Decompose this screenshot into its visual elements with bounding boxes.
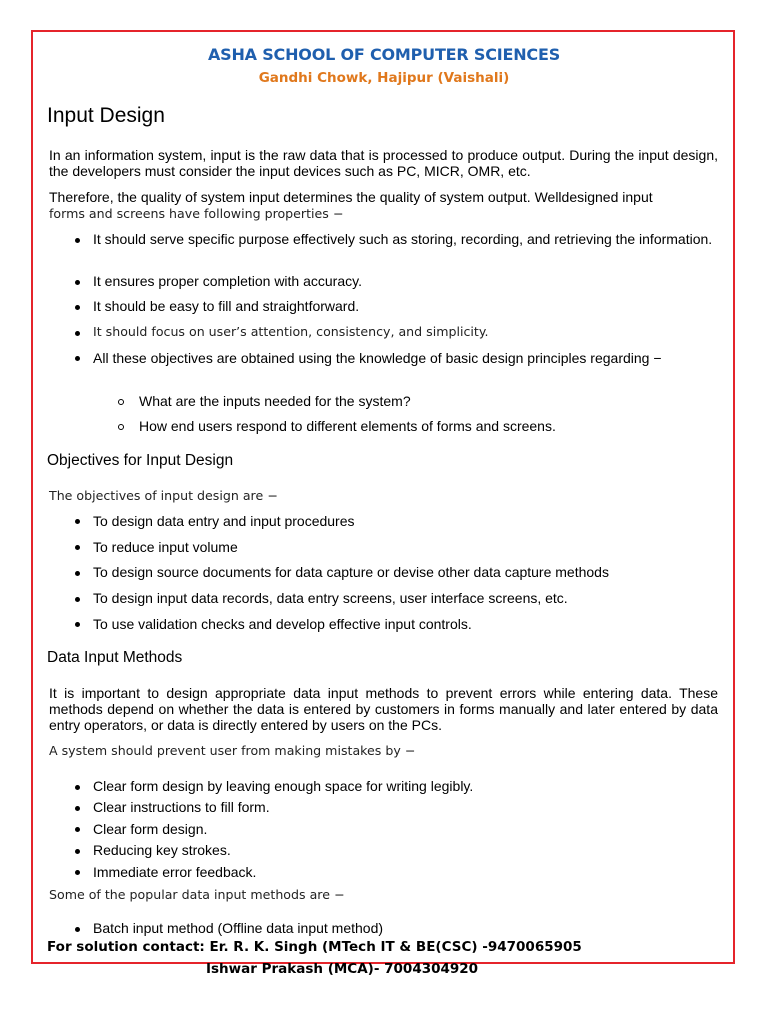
heading-data-input-methods: Data Input Methods bbox=[47, 649, 183, 666]
list-item: Clear instructions to fill form. bbox=[93, 799, 270, 815]
sub-list-item: What are the inputs needed for the system? bbox=[139, 393, 411, 409]
list-item: To reduce input volume bbox=[93, 539, 238, 555]
bullet-dot bbox=[75, 356, 80, 361]
list-item: To design source documents for data capture or devise other data capture methods bbox=[93, 564, 609, 580]
bullet-dot bbox=[75, 870, 80, 875]
footer-contact-line-1: For solution contact: Er. R. K. Singh (MTech IT & BE(CSC) -9470065905 bbox=[47, 939, 582, 955]
bullet-dot bbox=[75, 927, 80, 932]
footer-contact-line-2: Ishwar Prakash (MCA)- 7004304920 bbox=[206, 961, 479, 977]
bullet-dot bbox=[75, 785, 80, 790]
paragraph-quality-2: forms and screens have following properties − bbox=[49, 206, 344, 221]
paragraph-prevent-mistakes: A system should prevent user from making mistakes by − bbox=[49, 743, 416, 758]
paragraph-intro: In an information system, input is the raw data that is processed to produce output. During the input design, the developers must consider the input devices such as PC, MICR, OMR, etc. bbox=[49, 147, 718, 179]
bullet-dot bbox=[75, 238, 80, 243]
sub-list-item: How end users respond to different elements of forms and screens. bbox=[139, 418, 556, 434]
paragraph-objectives-intro: The objectives of input design are − bbox=[49, 488, 278, 503]
list-item: It should be easy to fill and straightforward. bbox=[93, 298, 360, 314]
sub-bullet-ring bbox=[118, 399, 124, 405]
bullet-dot bbox=[75, 827, 80, 832]
list-item: To design input data records, data entry screens, user interface screens, etc. bbox=[93, 590, 568, 606]
paragraph-quality-1: Therefore, the quality of system input determines the quality of system output. Welldesigned input bbox=[49, 189, 653, 205]
bullet-dot bbox=[75, 545, 80, 550]
school-name: ASHA SCHOOL OF COMPUTER SCIENCES bbox=[207, 45, 561, 64]
bullet-dot bbox=[75, 571, 80, 576]
list-item: All these objectives are obtained using the knowledge of basic design principles regarding − bbox=[93, 350, 662, 366]
bullet-dot bbox=[75, 849, 80, 854]
list-item: It ensures proper completion with accuracy. bbox=[93, 273, 362, 289]
paragraph-data-input: It is important to design appropriate data input methods to prevent errors while entering data. These methods depend on whether the data is entered by customers in forms manually and later entered by data entry operators, or data is directly entered by users on the PCs. bbox=[49, 685, 718, 733]
sub-bullet-ring bbox=[118, 424, 124, 430]
heading-objectives: Objectives for Input Design bbox=[47, 452, 234, 469]
bullet-dot bbox=[75, 806, 80, 811]
title-input-design: Input Design bbox=[47, 104, 165, 127]
list-item: Reducing key strokes. bbox=[93, 842, 231, 858]
list-item: It should serve specific purpose effectively such as storing, recording, and retrieving the information. bbox=[93, 231, 713, 247]
bullet-dot bbox=[75, 622, 80, 627]
bullet-dot bbox=[75, 280, 80, 285]
bullet-dot bbox=[75, 331, 80, 336]
list-item: It should focus on user’s attention, consistency, and simplicity. bbox=[93, 324, 489, 339]
school-address: Gandhi Chowk, Hajipur (Vaishali) bbox=[258, 70, 510, 86]
list-item: Clear form design. bbox=[93, 821, 208, 837]
list-item: To design data entry and input procedures bbox=[93, 513, 355, 529]
list-item: Batch input method (Offline data input method) bbox=[93, 920, 384, 936]
list-item: To use validation checks and develop effective input controls. bbox=[93, 616, 472, 632]
list-item: Immediate error feedback. bbox=[93, 864, 257, 880]
bullet-dot bbox=[75, 305, 80, 310]
bullet-dot bbox=[75, 597, 80, 602]
list-item: Clear form design by leaving enough space for writing legibly. bbox=[93, 778, 474, 794]
bullet-dot bbox=[75, 519, 80, 524]
paragraph-popular-methods: Some of the popular data input methods are − bbox=[49, 887, 345, 902]
